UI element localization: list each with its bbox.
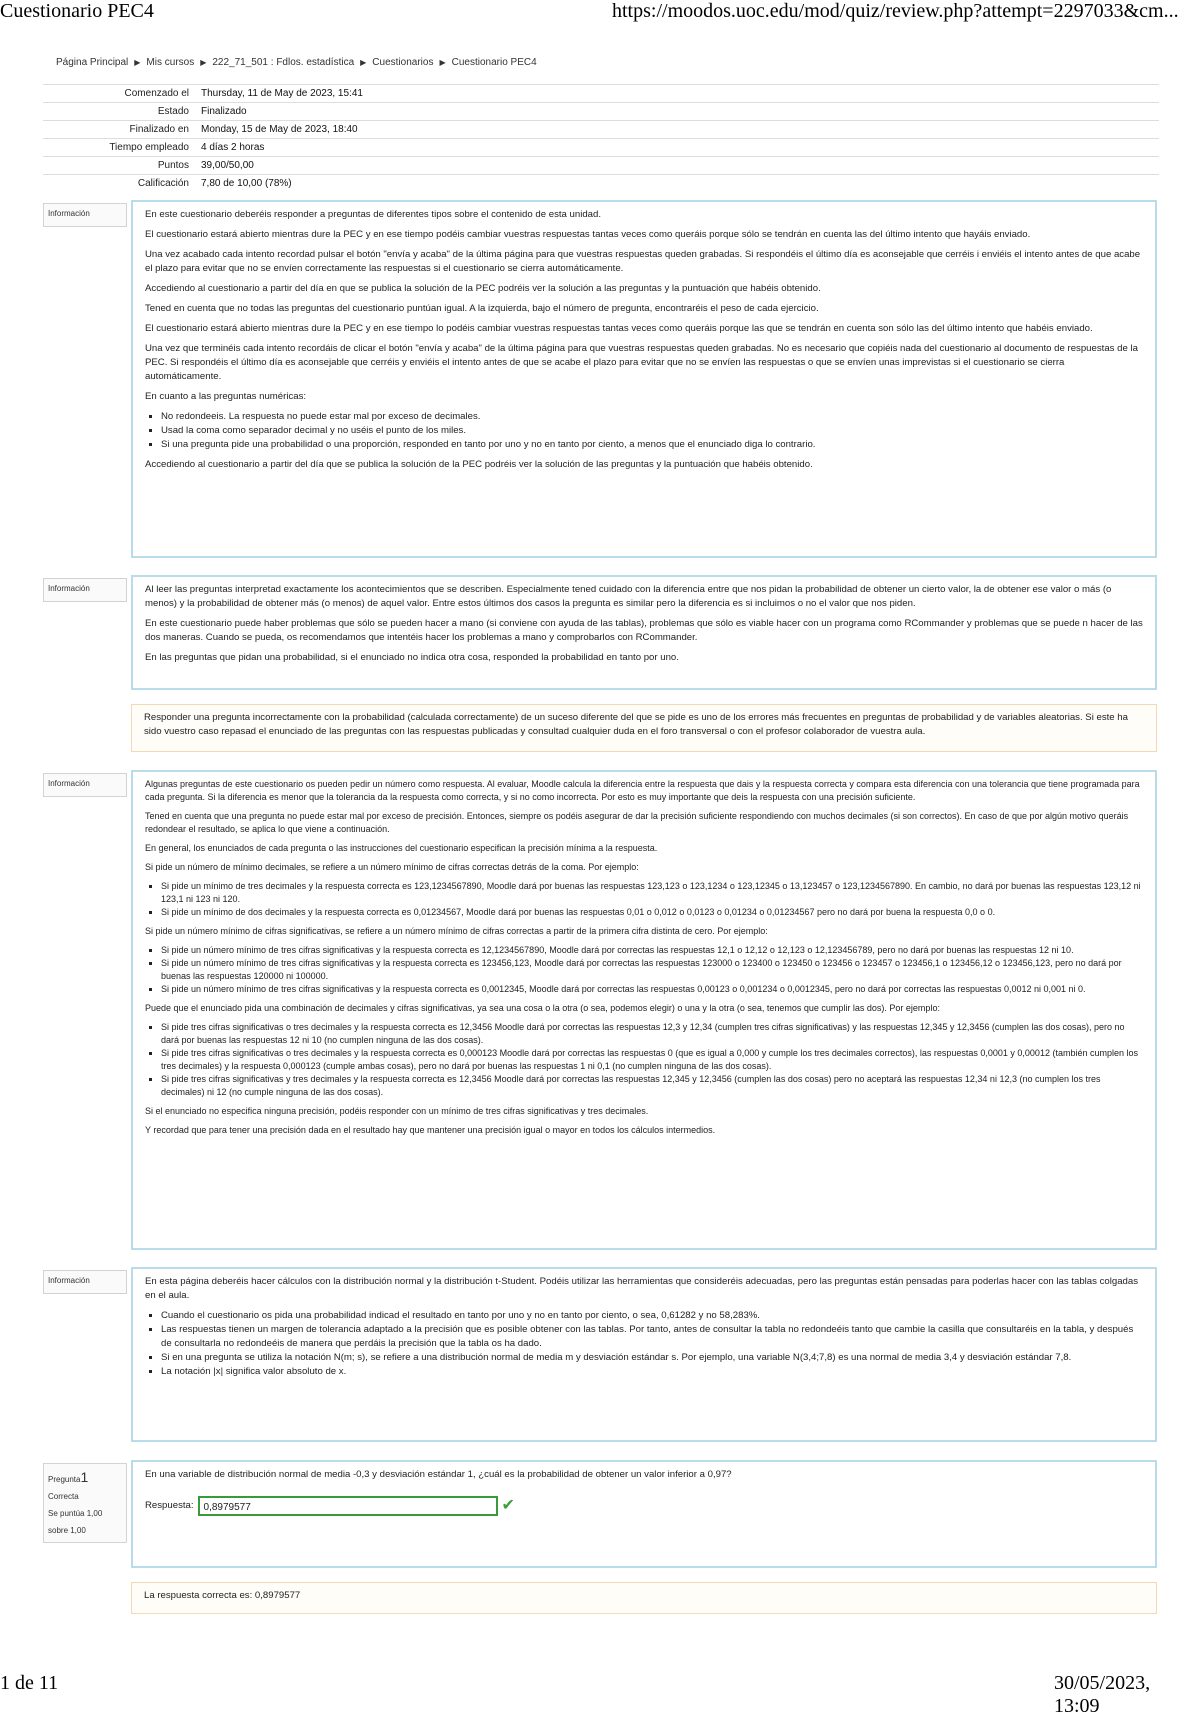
list-item: ▪ Si pide un número mínimo de tres cifras significativas y la respuesta correcta es 12,1234567890, Moodle dará por correctas las respuestas 12,1 o 12,12 o 12,123 o 12,123456789, pero no dará por buenas las respuestas 12 ni 10. (161, 944, 1143, 957)
summary-row (43, 175, 1159, 193)
info-label: Información (43, 773, 127, 797)
question-1-content (131, 1460, 1157, 1568)
summary-value: Thursday, 11 de May de 2023, 15:41 (195, 85, 1159, 103)
list-item: ▪ Cuando el cuestionario os pida una probabilidad indicad el resultado en tanto por uno y no en tanto por ciento, o sea, 0,61282 y no 58,283%. (161, 1309, 1143, 1323)
page-url: https://moodos.uoc.edu/mod/quiz/review.php?attempt=2297033&cm... (612, 0, 1179, 22)
info-list (145, 880, 1143, 919)
info-paragraph: Accediendo al cuestionario a partir del día en que se publica la solución de la PEC podréis ver la solución a las preguntas y la puntuación que habéis obtenido. (145, 283, 821, 294)
summary-label: Puntos (43, 157, 195, 175)
list-item: ▪ Si pide tres cifras significativas o tres decimales y la respuesta correcta es 12,3456 Moodle dará por correctas las respuestas 12,3 y 12,34 (cumplen tres cifras significativas) y las respuestas 12,345 y 12,3456 (cumplen las dos cosas), pero no dará por buenas las respuestas 12 ni 10 (no cumplen ninguna de las dos cosas). (161, 1021, 1143, 1047)
summary-row (43, 139, 1159, 157)
info-block-instructions (131, 200, 1157, 558)
summary-label: Estado (43, 103, 195, 121)
info-paragraph: Si pide un número mínimo de cifras significativas, se refiere a un número mínimo de cifras correctas a partir de la primera cifra distinta de cero. Por ejemplo: (145, 926, 768, 936)
info-paragraph: Tened en cuenta que no todas las preguntas del cuestionario puntúan igual. A la izquierda, bajo el número de pregunta, encontraréis el peso de cada ejercicio. (145, 303, 819, 314)
answer-label: Respuesta: (145, 1500, 194, 1511)
info-list (145, 410, 1143, 452)
list-item: ▪ Si pide un mínimo de dos decimales y la respuesta correcta es 0,01234567, Moodle dará por buenas las respuestas 0,01 o 0,012 o 0,0123 o 0,01234 o 0,01234567 pero no dará por buena la respuesta 0,0 o 0. (161, 906, 1143, 919)
summary-value: Finalizado (195, 103, 1159, 121)
breadcrumb-item[interactable]: Mis cursos (146, 57, 195, 68)
info-paragraph: Una vez que terminéis cada intento recordáis de clicar el botón "envía y acaba" de la última página para que vuestras respuestas queden grabadas. No es necesario que copiéis nada del cuestionario al documento de respuestas de la PEC. Si respondéis el último día es aconsejable que cerréis y enviéis el intento antes de que se acabe el plazo para evitar que no se envíen las respuestas o que se envíen unas imprevistas si el cuestionario se cierra automáticamente. (145, 343, 1138, 382)
list-item: ▪ Si en una pregunta se utiliza la notación N(m; s), se refiere a una distribución normal de media m y desviación estándar s. Por ejemplo, una variable N(3,4;7,8) es una normal de media 3,4 y desviación estándar 7,8. (161, 1351, 1143, 1365)
summary-value: 7,80 de 10,00 (78%) (195, 175, 1159, 193)
info-paragraph: En las preguntas que pidan una probabilidad, si el enunciado no indica otra cosa, responded la probabilidad en tanto por uno. (145, 652, 679, 663)
breadcrumb-separator-icon: ▶ (134, 58, 141, 67)
question-score: Se puntúa 1,00 sobre 1,00 (48, 1509, 103, 1535)
info-paragraph: Algunas preguntas de este cuestionario os pueden pedir un número como respuesta. Al evaluar, Moodle calcula la diferencia entre la respuesta que dais y la respuesta correcta y compara esta diferencia con una tolerancia que tiene programada para cada pregunta. Si la diferencia es menor que la tolerancia da la respuesta como correcta, y si no como incorrecta. Por esto es muy importante que deis la respuesta con una precisión suficiente. (145, 779, 1140, 802)
summary-label: Finalizado en (43, 121, 195, 139)
info-paragraph: Tened en cuenta que una pregunta no puede estar mal por exceso de precisión. Entonces, siempre os podéis asegurar de dar la precisión suficiente respondiendo con muchos decimales (si son correctos). En caso de que por algún motivo queráis redondear el resultado, se aplica lo que viene a continuación. (145, 811, 1129, 834)
question-text: En una variable de distribución normal de media -0,3 y desviación estándar 1, ¿cuál es la probabilidad de obtener un valor inferior a 0,97? (145, 1469, 732, 1480)
print-datetime: 30/05/2023, 13:09 (1054, 1672, 1151, 1717)
question-number (48, 1469, 122, 1488)
breadcrumb-item[interactable]: Página Principal (56, 57, 129, 68)
info-block-interpretation (131, 575, 1157, 690)
breadcrumb-separator-icon: ▶ (439, 58, 446, 67)
page-title: Cuestionario PEC4 (0, 0, 154, 22)
feedback-text: Responder una pregunta incorrectamente con la probabilidad (calculada correctamente) de un suceso diferente del que se pide es uno de los errores más frecuentes en preguntas de probabilidad y de variables aleatorias. Si este ha sido vuestro caso repasad el enunciado de las preguntas con las respuestas publicadas y consultad cualquier duda en el foro transversal o con el profesor colaborador de vuestra aula. (144, 712, 1128, 737)
question-info (43, 1463, 127, 1543)
info-paragraph: Si el enunciado no especifica ninguna precisión, podéis responder con un mínimo de tres cifras significativas y tres decimales. (145, 1106, 649, 1116)
info-paragraph: Accediendo al cuestionario a partir del día que se publica la solución de la PEC podréis ver la solución de las preguntas y la puntuación que habéis obtenido. (145, 459, 813, 470)
breadcrumb-separator-icon: ▶ (200, 58, 207, 67)
question-1-feedback (131, 1582, 1157, 1614)
list-item: ▪ Si pide un número mínimo de tres cifras significativas y la respuesta correcta es 123456,123, Moodle dará por correctas las respuestas 123000 o 123400 o 123450 o 123456 o 123457 o 123456,1 o 123456,12 o 123456,123, pero no dará por buenas las respuestas 120000 ni 100000. (161, 957, 1143, 983)
info-block-precision (131, 770, 1157, 1250)
question-status: Correcta (48, 1492, 79, 1501)
list-item: ▪ Si pide un número mínimo de tres cifras significativas y la respuesta correcta es 0,0012345, Moodle dará por correctas las respuestas 0,00123 o 0,001234 o 0,0012345, pero no dará por correctas las respuestas 0,0012 ni 0,001 ni 0. (161, 983, 1143, 996)
info-label: Información (43, 203, 127, 227)
info-paragraph: Una vez acabado cada intento recordad pulsar el botón "envía y acaba" de la última página para que vuestras respuestas queden grabadas. Si respondéis el último día es aconsejable que cerréis i enviéis el intento antes de que acabe el plazo para evitar que no se envíen correctamente las respuestas si el cuestionario se cierra automáticamente. (145, 249, 1141, 274)
page-number: 1 de 11 (0, 1672, 59, 1694)
breadcrumb-item[interactable]: Cuestionario PEC4 (451, 57, 537, 68)
breadcrumb-separator-icon: ▶ (360, 58, 367, 67)
info-paragraph: Si pide un número de mínimo decimales, se refiere a un número mínimo de cifras correctas detrás de la coma. Por ejemplo: (145, 862, 639, 872)
info-paragraph: En este cuestionario deberéis responder a preguntas de diferentes tipos sobre el contenido de esta unidad. (145, 209, 602, 220)
info-paragraph: En esta página deberéis hacer cálculos con la distribución normal y la distribución t-Student. Podéis utilizar las herramientas que consideréis adecuadas, pero las preguntas están pensadas para poderlas hacer con las tablas colgadas en el aula. (145, 1276, 1139, 1301)
info-paragraph: Puede que el enunciado pida una combinación de decimales y cifras significativas, ya sea una cosa o la otra (o sea, podemos elegir) o una y la otra (o sea, tenemos que cumplir las dos). Por ejemplo: (145, 1003, 940, 1013)
breadcrumb-item[interactable]: 222_71_501 : Fdlos. estadística (212, 57, 355, 68)
info-paragraph: El cuestionario estará abierto mientras dure la PEC y en ese tiempo lo podéis cambiar vuestras respuestas tantas veces como queráis porque las que se tendrán en cuenta son sólo las del último intento que habéis enviado. (145, 323, 1093, 334)
info-paragraph: En este cuestionario puede haber problemas que sólo se pueden hacer a mano (si conviene con ayuda de las tablas), problemas que sólo es viable hacer con un programa como RCommander y problemas que se puede n hacer de las dos maneras. Cuando se pueda, os recomendamos que intentéis hacer los problemas a mano y comprobarlos con RCommander. (145, 618, 1143, 643)
question-number-value: 1 (80, 1469, 89, 1485)
list-item: ▪ Las respuestas tienen un margen de tolerancia adaptado a la precisión que es posible obtener con las tablas. Por tanto, antes de consultar la tabla no redondeéis tanto que cambie la casilla que consultaréis en la tabla, y después de consultarla no redondeéis de manera que perdáis la precisión que la tabla os ha dado. (161, 1323, 1143, 1351)
summary-label: Tiempo empleado (43, 139, 195, 157)
list-item: ▪ No redondeeis. La respuesta no puede estar mal por exceso de decimales. (161, 410, 1143, 424)
summary-value: 39,00/50,00 (195, 157, 1159, 175)
info-list (145, 1309, 1143, 1379)
summary-row (43, 157, 1159, 175)
info-paragraph: Y recordad que para tener una precisión dada en el resultado hay que mantener una precisión igual o mayor en todos los cálculos intermedios. (145, 1125, 716, 1135)
list-item: ▪ Si una pregunta pide una probabilidad o una proporción, responded en tanto por uno y no en tanto por ciento, a menos que el enunciado diga lo contrario. (161, 438, 1143, 452)
info-paragraph: Al leer las preguntas interpretad exactamente los acontecimientos que se describen. Especialmente tened cuidado con la diferencia entre que nos pidan la probabilidad de obtener un cierto valor, la de obtener ese valor o más (o menos) y la probabilidad de obtener más (o menos) de aquel valor. Entre estos últimos dos casos la pregunta es similar pero la diferencia es si incluimos o no el valor que nos piden. (145, 584, 1112, 609)
list-item: ▪ Si pide tres cifras significativas y tres decimales y la respuesta correcta es 12,3456 Moodle dará por correctas las respuestas 12,345 y 12,3456 (cumplen las dos cosas) pero no aceptará las respuestas 12,34 ni 12,3 (no cumplen los tres decimales) ni 12 (no cumple ninguna de las dos cosas). (161, 1073, 1143, 1099)
list-item: ▪ Usad la coma como separador decimal y no uséis el punto de los miles. (161, 424, 1143, 438)
list-item: ▪ La notación |x| significa valor absoluto de x. (161, 1365, 1143, 1379)
attempt-summary-table (43, 84, 1159, 192)
breadcrumb-item[interactable]: Cuestionarios (372, 57, 434, 68)
summary-label: Calificación (43, 175, 195, 193)
summary-value: Monday, 15 de May de 2023, 18:40 (195, 121, 1159, 139)
info-paragraph: El cuestionario estará abierto mientras dure la PEC y en ese tiempo podéis cambiar vuestras respuestas tantas veces como queráis porque sólo se tendrán en cuenta las del último intento que hayáis enviado. (145, 229, 1031, 240)
info-block-distributions (131, 1267, 1157, 1442)
summary-value: 4 días 2 horas (195, 139, 1159, 157)
summary-row (43, 85, 1159, 103)
answer-row (145, 1496, 1143, 1516)
correct-check-icon: ✔ (501, 1497, 515, 1514)
info-label: Información (43, 578, 127, 602)
summary-row (43, 121, 1159, 139)
info-label: Información (43, 1270, 127, 1294)
info-list (145, 1021, 1143, 1099)
info-paragraph: En cuanto a las preguntas numéricas: (145, 391, 307, 402)
answer-input[interactable]: 0,8979577 (198, 1496, 498, 1516)
list-item: ▪ Si pide un mínimo de tres decimales y la respuesta correcta es 123,1234567890, Moodle dará por buenas las respuestas 123,123 o 123,1234 o 123,12345 o 13,123457 o 123,1234567890. En cambio, no dará por buenas las respuestas 123,12 ni 123,1 ni 123 ni 120. (161, 880, 1143, 906)
breadcrumb (56, 57, 537, 68)
general-feedback (131, 704, 1157, 752)
list-item: ▪ Si pide tres cifras significativas o tres decimales y la respuesta correcta es 0,000123 Moodle dará por correctas las respuestas 0 (que es igual a 0,000 y cumple los tres decimales correctos), las respuestas 0,0001 y 0,00012 (también cumplen los tres decimales) y la respuesta 0,000123 (cumple ambas cosas), pero no dará por buenas las respuestas 1 ni 0,1 (no cumplen ninguna de las dos cosas). (161, 1047, 1143, 1073)
question-label: Pregunta (48, 1475, 81, 1484)
info-paragraph: En general, los enunciados de cada pregunta o las instrucciones del cuestionario especifican la precisión mínima a la respuesta. (145, 843, 658, 853)
summary-row (43, 103, 1159, 121)
info-list (145, 944, 1143, 996)
summary-label: Comenzado el (43, 85, 195, 103)
correct-answer-text: La respuesta correcta es: 0,8979577 (144, 1590, 301, 1601)
